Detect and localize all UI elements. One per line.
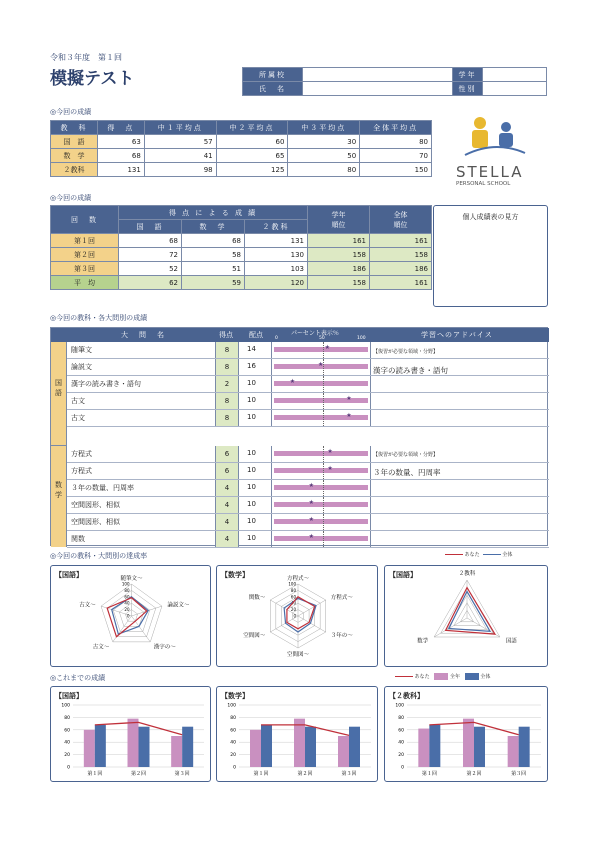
subject-cell: 数 学	[51, 149, 98, 163]
question-score: 4	[215, 531, 239, 547]
name-field[interactable]	[303, 82, 453, 96]
star-icon: ★	[346, 412, 352, 419]
question-score: 4	[215, 497, 239, 513]
bar-all	[429, 725, 440, 767]
radar-axis-label: 古文〜	[79, 602, 96, 609]
question-row	[67, 480, 549, 497]
t1-header: 中３平均点	[288, 121, 360, 135]
percent-bar	[271, 359, 371, 375]
percent-bar	[271, 497, 371, 513]
logo-name: STELLA	[456, 163, 524, 181]
question-row	[67, 376, 549, 393]
bar-all	[349, 727, 360, 767]
bar-grade	[418, 729, 429, 767]
jp-header: 国 語	[119, 220, 182, 234]
question-max: 10	[247, 500, 256, 508]
y-tick-label: 40	[64, 740, 70, 746]
legend-you: あなた	[464, 552, 480, 558]
question-score: 8	[215, 359, 239, 375]
question-row	[67, 463, 549, 480]
question-score: 8	[215, 393, 239, 409]
radar-tick: 60	[290, 594, 296, 600]
round-cell: 第１回	[51, 234, 119, 248]
value-cell: 158	[370, 248, 432, 262]
value-cell: 51	[182, 262, 245, 276]
bar-chart	[384, 686, 548, 782]
radar-chart	[216, 565, 378, 667]
grade-field[interactable]	[483, 68, 547, 82]
x-tick-label: 第３回	[174, 771, 190, 777]
stella-logo-icon	[460, 115, 530, 163]
percent-bar	[271, 410, 371, 426]
question-name: 方程式	[71, 467, 92, 475]
question-max: 10	[247, 466, 256, 474]
bar-fill	[274, 415, 368, 420]
radar-legend	[445, 551, 512, 558]
question-max: 10	[247, 517, 256, 525]
score-cell: 70	[360, 149, 432, 163]
y-tick-label: 0	[67, 765, 70, 771]
score-cell: 60	[216, 135, 288, 149]
percent-bar	[271, 463, 371, 479]
x-tick-label: 第１回	[253, 771, 269, 777]
radar-tick: 20	[124, 607, 130, 613]
radar-tick: 60	[124, 594, 130, 600]
logo-sub: PERSONAL SCHOOL	[456, 181, 511, 187]
x-tick-label: 第３回	[341, 771, 357, 777]
x-tick-label: 第１回	[421, 771, 437, 777]
grade-label: 学年	[453, 68, 483, 82]
bar-legend	[395, 673, 490, 680]
bar-grade	[250, 730, 261, 767]
value-cell: 161	[370, 276, 432, 290]
y-tick-label: 100	[61, 703, 70, 709]
score-cell: 150	[360, 163, 432, 177]
x-tick-label: 第２回	[466, 771, 482, 777]
math-header: 数 学	[182, 220, 245, 234]
value-cell: 186	[370, 262, 432, 276]
t1-header: 中２平均点	[216, 121, 288, 135]
radar-title: 【国語】	[389, 571, 417, 579]
score-table	[50, 120, 432, 177]
radar-axis-label: 古文〜	[92, 644, 110, 651]
percent-bar	[271, 480, 371, 496]
value-cell: 161	[370, 234, 432, 248]
bar-grade	[84, 730, 95, 767]
x-tick-label: 第２回	[297, 771, 313, 777]
legend-all2: 全体	[480, 674, 491, 680]
y-tick-label: 60	[398, 728, 404, 734]
value-cell: 130	[245, 248, 308, 262]
bar-all	[305, 727, 316, 767]
y-tick-label: 80	[398, 715, 404, 721]
question-name: 古文	[71, 397, 85, 405]
bar-fill	[274, 536, 368, 541]
star-icon: ★	[318, 361, 324, 368]
y-tick-label: 20	[230, 753, 236, 759]
rounds-table	[50, 205, 432, 290]
table-row	[51, 163, 432, 177]
radar-axis-label: 漢字の〜	[153, 644, 176, 651]
question-name: 漢字の読み書き・語句	[71, 380, 141, 388]
legend-all: 全体	[502, 552, 513, 558]
round-header: 回 数	[51, 206, 119, 234]
page-title: 模擬テスト	[50, 69, 135, 89]
bar-grade	[463, 719, 474, 767]
question-score: 4	[215, 514, 239, 530]
bar-all	[182, 727, 193, 767]
table-row	[51, 234, 432, 248]
bar-grade	[128, 719, 139, 767]
table-row	[51, 248, 432, 262]
bar-fill	[274, 398, 368, 403]
q-score-header: 得点	[219, 331, 233, 339]
y-tick-label: 100	[395, 703, 404, 709]
question-name: 随筆文	[71, 346, 92, 354]
subject-cell: 国 語	[51, 135, 98, 149]
table-row	[51, 149, 432, 163]
q-max-header: 配点	[249, 331, 263, 339]
question-row	[67, 393, 549, 410]
bar-fill	[274, 347, 368, 352]
score-cell: 63	[97, 135, 144, 149]
radar-title: 【数学】	[221, 571, 249, 579]
y-tick-label: 40	[398, 740, 404, 746]
question-name: 空間図形、相似	[71, 501, 120, 509]
bar-all	[139, 727, 150, 767]
star-icon: ★	[308, 533, 314, 540]
radar-axis-label: ２教科	[458, 571, 476, 578]
radar-tick: 40	[124, 600, 130, 606]
gender-label: 性別	[453, 82, 483, 96]
score-header: 得 点 に よ る 成 績	[119, 206, 308, 220]
question-max: 14	[247, 345, 256, 353]
advice-header: 学習へのアドバイス	[421, 331, 493, 339]
y-tick-label: 20	[64, 753, 70, 759]
section-achievement: ◎今回の教科・大問別の達成率	[50, 552, 148, 560]
section-current: ◎今回の成績	[50, 108, 92, 116]
bar-all	[261, 725, 272, 767]
section-subjects: ◎今回の教科・各大問別の成績	[50, 314, 148, 322]
t1-header: 中１平均点	[144, 121, 216, 135]
bar-all	[95, 725, 106, 767]
score-cell: 131	[97, 163, 144, 177]
radar-axis-label: 国語	[505, 638, 517, 645]
bar-grade	[508, 736, 519, 767]
value-cell: 58	[182, 248, 245, 262]
grade-rank-header: 学年 順位	[308, 206, 370, 234]
y-tick-label: 60	[230, 728, 236, 734]
value-cell: 161	[308, 234, 370, 248]
question-max: 10	[247, 396, 256, 404]
question-score: 4	[215, 480, 239, 496]
question-score: 6	[215, 446, 239, 462]
radar-tick: 0	[126, 613, 130, 619]
radar-axis-label: ３年の〜	[330, 632, 353, 639]
bar-chart-title: 【数学】	[221, 692, 249, 700]
radar-axis-label: 数学	[417, 638, 429, 645]
advice-math: ３年の数量、円周率	[373, 468, 441, 477]
value-cell: 158	[308, 276, 370, 290]
value-cell: 186	[308, 262, 370, 276]
bar-chart-title: 【２教科】	[389, 692, 424, 700]
bar-grade	[294, 719, 305, 767]
question-max: 10	[247, 483, 256, 491]
score-cell: 68	[97, 149, 144, 163]
value-cell: 103	[245, 262, 308, 276]
radar-title: 【国語】	[55, 571, 83, 579]
radar-tick: 40	[290, 600, 296, 606]
y-tick-label: 20	[398, 753, 404, 759]
question-name: 方程式	[71, 450, 92, 458]
q-header: 大 問 名	[121, 331, 166, 339]
value-cell: 62	[119, 276, 182, 290]
two-header: ２教科	[245, 220, 308, 234]
t1-header: 教 科	[51, 121, 98, 135]
school-label: 所属校	[243, 68, 303, 82]
bar-chart-title: 【国語】	[55, 692, 83, 700]
value-cell: 72	[119, 248, 182, 262]
exam-year: 令和３年度 第１回	[50, 53, 122, 62]
star-icon: ★	[346, 395, 352, 402]
percent-bar	[271, 393, 371, 409]
bar-fill	[274, 502, 368, 507]
radar-tick: 100	[121, 581, 130, 587]
radar-tick: 0	[293, 613, 296, 619]
x-tick-label: 第１回	[87, 771, 103, 777]
table-row	[51, 262, 432, 276]
name-label: 氏 名	[243, 82, 303, 96]
personal-guide-box	[433, 205, 548, 307]
bar-fill	[274, 451, 368, 456]
y-tick-label: 60	[64, 728, 70, 734]
value-cell: 120	[245, 276, 308, 290]
question-row	[67, 410, 549, 427]
question-max: 16	[247, 362, 256, 370]
bar-all	[474, 727, 485, 767]
advice-head-jp: 【復習が必要な領域・分野】	[373, 349, 439, 355]
t1-header: 得 点	[97, 121, 144, 135]
subject-cell: ２教科	[51, 163, 98, 177]
round-cell: 平 均	[51, 276, 119, 290]
score-cell: 80	[360, 135, 432, 149]
score-cell: 65	[216, 149, 288, 163]
bar-fill	[274, 381, 368, 386]
bar-all	[519, 727, 530, 767]
radar-tick: 80	[124, 587, 130, 593]
student-info-table	[242, 67, 547, 96]
y-tick-label: 80	[230, 715, 236, 721]
score-cell: 80	[288, 163, 360, 177]
question-max: 10	[247, 449, 256, 457]
radar-axis-label: 方程式〜	[330, 595, 353, 602]
question-row	[67, 514, 549, 531]
bar-grade	[171, 736, 182, 767]
advice-jp: 漢字の読み書き・語句	[373, 366, 448, 375]
question-row	[67, 359, 549, 376]
radar-axis-label: 随筆文〜	[120, 576, 143, 583]
bar-grade	[338, 736, 349, 767]
y-tick-label: 100	[227, 703, 236, 709]
star-icon: ★	[327, 465, 333, 472]
bar-fill	[274, 468, 368, 473]
pct-tick-0: 0	[275, 336, 278, 341]
question-breakdown	[50, 327, 548, 546]
y-tick-label: 80	[64, 715, 70, 721]
question-name: ３年の数量、円周率	[71, 484, 134, 492]
value-cell: 68	[119, 234, 182, 248]
score-cell: 30	[288, 135, 360, 149]
section-history: ◎これまでの成績	[50, 674, 106, 682]
score-cell: 125	[216, 163, 288, 177]
star-icon: ★	[308, 516, 314, 523]
pct-tick-100: 100	[357, 336, 366, 341]
star-icon: ★	[308, 482, 314, 489]
question-score: 6	[215, 463, 239, 479]
radar-tick: 100	[288, 581, 296, 587]
school-field[interactable]	[303, 68, 453, 82]
y-tick-label: 40	[230, 740, 236, 746]
question-max: 10	[247, 413, 256, 421]
radar-chart	[50, 565, 211, 667]
star-icon: ★	[327, 448, 333, 455]
radar-axis-label: 方程式〜	[286, 576, 310, 583]
star-icon: ★	[308, 499, 314, 506]
legend-you2: あなた	[414, 674, 430, 680]
question-name: 論説文	[71, 363, 92, 371]
value-cell: 131	[245, 234, 308, 248]
percent-bar	[271, 514, 371, 530]
score-cell: 57	[144, 135, 216, 149]
jp-label: 国 語	[55, 379, 62, 397]
pct-tick-50: 50	[319, 336, 325, 341]
score-cell: 41	[144, 149, 216, 163]
score-cell: 98	[144, 163, 216, 177]
advice-head-math: 【復習が必要な領域・分野】	[373, 452, 439, 458]
y-tick-label: 0	[401, 765, 404, 771]
question-row	[67, 342, 549, 359]
percent-bar	[271, 531, 371, 547]
section-history-table: ◎今回の成績	[50, 194, 92, 202]
percent-bar	[271, 376, 371, 392]
table-row	[51, 276, 432, 290]
math-label: 数 学	[55, 481, 62, 499]
question-row	[67, 497, 549, 514]
radar-tick: 80	[290, 587, 296, 593]
radar-axis-label: 空間図〜	[243, 632, 266, 639]
x-tick-label: 第２回	[130, 771, 147, 777]
question-name: 空間図形、相似	[71, 518, 120, 526]
radar-axis-label: 関数〜	[248, 595, 266, 602]
round-cell: 第２回	[51, 248, 119, 262]
score-cell: 50	[288, 149, 360, 163]
radar-chart	[384, 565, 548, 667]
question-score: 8	[215, 342, 239, 358]
legend-grade: 全年	[449, 674, 460, 680]
pct-header: パーセント表示％	[291, 330, 339, 337]
star-icon: ★	[289, 378, 296, 385]
question-score: 8	[215, 410, 239, 426]
radar-axis-label: 論説文〜	[167, 602, 190, 609]
radar-axis-label: 空間図〜	[286, 651, 310, 658]
question-max: 10	[247, 379, 256, 387]
y-tick-label: 0	[233, 765, 236, 771]
question-row	[67, 531, 549, 548]
question-score: 2	[215, 376, 239, 392]
t1-header: 全体平均点	[360, 121, 432, 135]
percent-bar	[271, 342, 371, 358]
all-rank-header: 全体 順位	[370, 206, 432, 234]
x-tick-label: 第３回	[511, 771, 527, 777]
question-name: 古文	[71, 414, 85, 422]
radar-tick: 20	[290, 607, 296, 613]
question-row	[67, 446, 549, 463]
value-cell: 158	[308, 248, 370, 262]
gender-field[interactable]	[483, 82, 547, 96]
star-icon: ★	[324, 344, 330, 351]
percent-bar	[271, 446, 371, 462]
table-row	[51, 135, 432, 149]
bar-chart	[216, 686, 378, 782]
bar-fill	[274, 485, 368, 490]
bar-chart	[50, 686, 211, 782]
round-cell: 第３回	[51, 262, 119, 276]
value-cell: 68	[182, 234, 245, 248]
bar-fill	[274, 519, 368, 524]
personal-guide-title: 個人成績表の見方	[462, 213, 519, 221]
value-cell: 59	[182, 276, 245, 290]
question-max: 10	[247, 534, 256, 542]
question-name: 関数	[71, 535, 85, 543]
value-cell: 52	[119, 262, 182, 276]
